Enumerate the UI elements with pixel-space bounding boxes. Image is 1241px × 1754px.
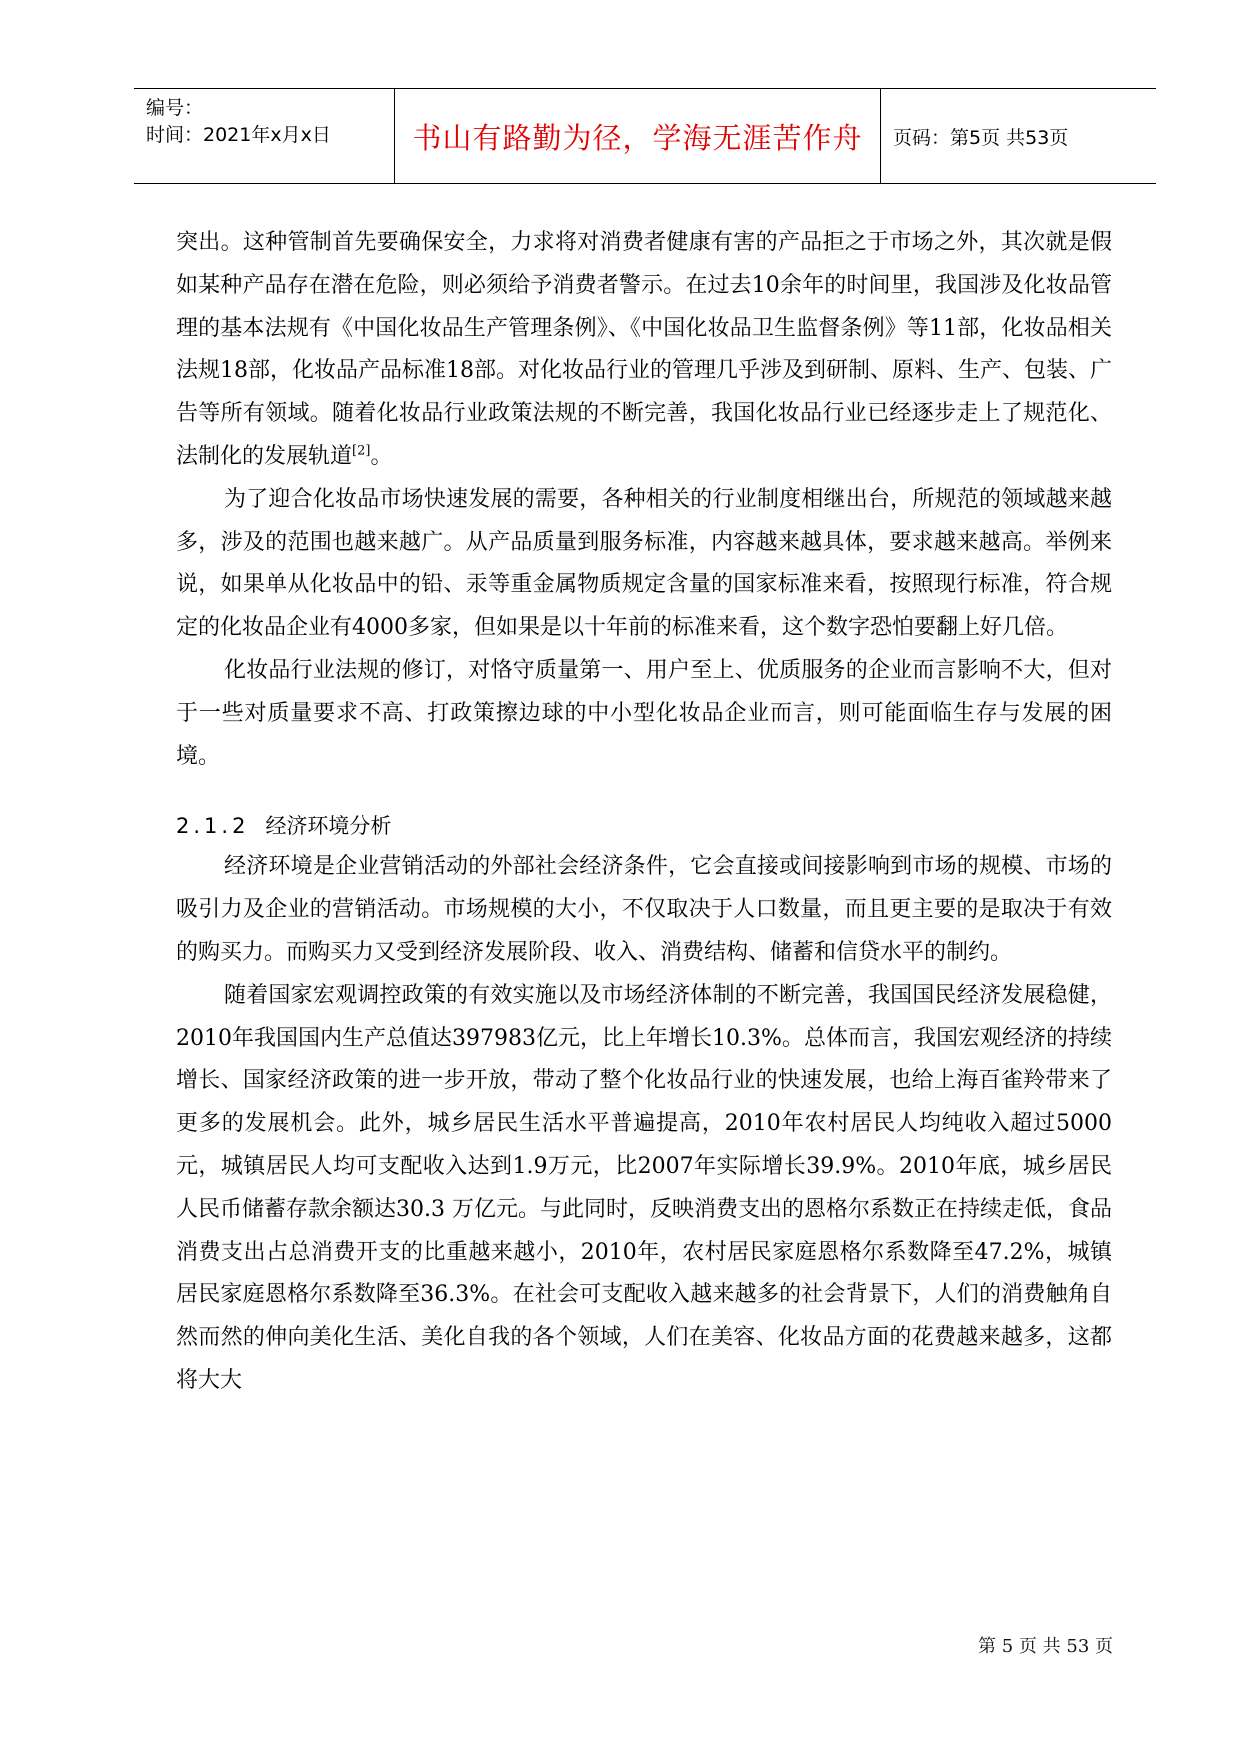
section-title: 经济环境分析: [265, 814, 392, 839]
paragraph: [176, 222, 1112, 479]
header-motto: 书山有路勤为径，学海无涯苦作舟: [395, 89, 881, 183]
page-footer: 第 5 页 共 53 页: [978, 1636, 1113, 1657]
page-header: [134, 88, 1156, 184]
document-body: [176, 222, 1112, 1403]
paragraph: 经济环境是企业营销活动的外部社会经济条件，它会直接或间接影响到市场的规模、市场的吸引力及企业的营销活动。市场规模的大小，不仅取决于人口数量，而且更主要的是取决于有效的购买力。而购买力又受到经济发展阶段、收入、消费结构、储蓄和信贷水平的制约。: [176, 854, 1112, 965]
header-page-info: 页码：第5页 共53页: [893, 126, 1069, 149]
document-time: 时间：2021年x月x日: [146, 124, 331, 146]
paragraph: 随着国家宏观调控政策的有效实施以及市场经济体制的不断完善，我国国民经济发展稳健，2010年我国国内生产总值达397983亿元，比上年增长10.3%。总体而言，我国宏观经济的持续增长、国家经济政策的进一步开放，带动了整个化妆品行业的快速发展，也给上海百雀羚带来了更多的发展机会。此外，城乡居民生活水平普遍提高，2010年农村居民人均纯收入超过5000元，城镇居民人均可支配收入达到1.9万元，比2007年实际增长39.9%。2010年底，城乡居民人民币储蓄存款余额达30.3 万亿元。与此同时，反映消费支出的恩格尔系数正在持续走低，食品消费支出占总消费开支的比重越来越小，2010年，农村居民家庭恩格尔系数降至47.2%，城镇居民家庭恩格尔系数降至36.3%。在社会可支配收入越来越多的社会背景下，人们的消费触角自然而然的伸向美化生活、美化自我的各个领域，人们在美容、化妆品方面的花费越来越多，这都将大大: [176, 982, 1112, 1393]
document-number-label: 编号：: [146, 97, 204, 119]
paragraph-text: 突出。这种管制首先要确保安全，力求将对消费者健康有害的产品拒之于市场之外，其次就是假如某种产品存在潜在危险，则必须给予消费者警示。在过去10余年的时间里，我国涉及化妆品管理的基本法规有《中国化妆品生产管理条例》、《中国化妆品卫生监督条例》等11部，化妆品相关法规18部，化妆品产品标准18部。对化妆品行业的管理几乎涉及到研制、原料、生产、包装、广告等所有领域。随着化妆品行业政策法规的不断完善，我国化妆品行业已经逐步走上了规范化、法制化的发展轨道: [176, 230, 1112, 469]
paragraph: 化妆品行业法规的修订，对恪守质量第一、用户至上、优质服务的企业而言影响不大，但对于一些对质量要求不高、打政策擦边球的中小型化妆品企业而言，则可能面临生存与发展的困境。: [176, 657, 1112, 769]
section-number: 2.1.2: [176, 814, 250, 839]
header-meta: [134, 89, 395, 183]
reference-mark: [2]: [352, 443, 371, 459]
paragraph-end: 。: [370, 443, 393, 469]
section-heading: [176, 806, 1112, 846]
paragraph: 为了迎合化妆品市场快速发展的需要，各种相关的行业制度相继出台，所规范的领域越来越多，涉及的范围也越来越广。从产品质量到服务标准，内容越来越具体，要求越来越高。举例来说，如果单从化妆品中的铅、汞等重金属物质规定含量的国家标准来看，按照现行标准，符合规定的化妆品企业有4000多家，但如果是以十年前的标准来看，这个数字恐怕要翻上好几倍。: [176, 486, 1112, 641]
